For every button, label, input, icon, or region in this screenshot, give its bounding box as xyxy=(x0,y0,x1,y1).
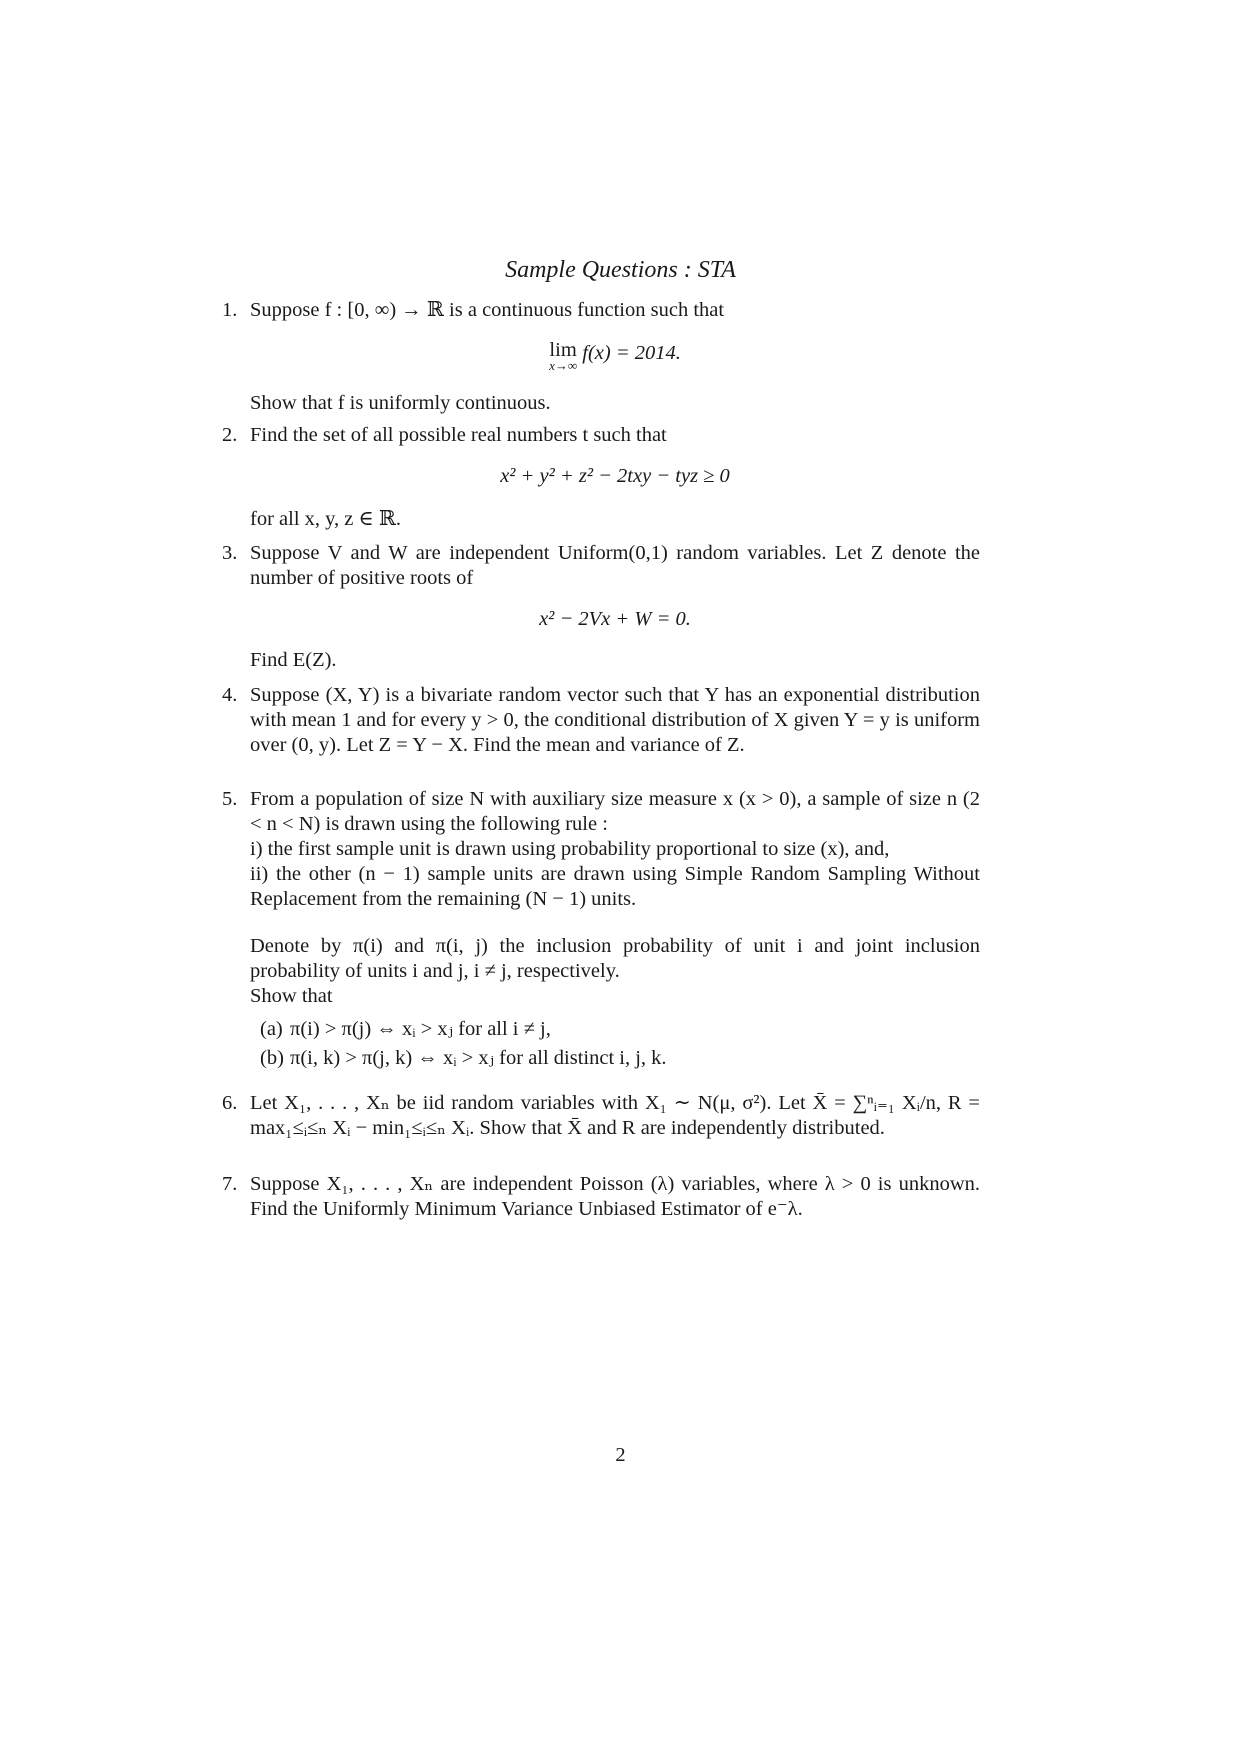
question-text: for all x, y, z ∈ ℝ. xyxy=(250,508,401,530)
question-3 xyxy=(222,541,980,673)
limit-expression: f(x) = 2014. xyxy=(582,342,681,364)
question-text: Suppose f : [0, ∞) → ℝ is a continuous function such that xyxy=(250,299,725,321)
subpart-text: π(i) > π(j) ⇔ xᵢ > xⱼ for all i ≠ j, xyxy=(290,1018,551,1040)
question-text: Show that f is uniformly continuous. xyxy=(250,392,551,414)
question-number: 1. xyxy=(222,299,238,321)
subpart-text: π(i, k) > π(j, k) ⇔ xᵢ > xⱼ for all distinct i, j, k. xyxy=(290,1047,667,1069)
display-equation: x² + y² + z² − 2txy − tyz ≥ 0 xyxy=(500,465,730,487)
subpart-label: (b) xyxy=(260,1047,284,1069)
question-6 xyxy=(222,1091,980,1141)
question-number: 5. xyxy=(222,788,238,810)
question-text: Find E(Z). xyxy=(250,649,337,671)
question-text: Denote by π(i) and π(i, j) the inclusion probability of unit i and joint inclusion probability of units i and j, i ≠ j, respectively. xyxy=(250,935,980,982)
question-2 xyxy=(222,423,980,532)
question-5 xyxy=(222,787,980,1071)
question-number: 3. xyxy=(222,542,238,564)
page-number: 2 xyxy=(615,1444,626,1466)
question-number: 4. xyxy=(222,684,238,706)
subpart-a xyxy=(250,1017,980,1042)
question-4 xyxy=(222,683,980,758)
question-text: From a population of size N with auxiliary size measure x (x > 0), a sample of size n (2 < n < N) is drawn using the following rule : xyxy=(250,788,980,835)
page-title: Sample Questions : STA xyxy=(505,257,736,283)
question-text: Let X₁, . . . , Xₙ be iid random variables with X₁ ∼ N(μ, σ²). Let X̄ = ∑ⁿᵢ₌₁ Xᵢ/n, R = max₁≤ᵢ≤ₙ Xᵢ − min₁≤ᵢ≤ₙ Xᵢ. Show that X̄ and R are independently distributed. xyxy=(250,1092,980,1139)
subpart-b xyxy=(250,1046,980,1071)
display-equation xyxy=(250,341,980,373)
question-number: 2. xyxy=(222,424,238,446)
rule-i: i) the first sample unit is drawn using probability proportional to size (x), and, xyxy=(250,838,890,860)
question-1 xyxy=(222,298,980,416)
question-number: 7. xyxy=(222,1173,238,1195)
question-number: 6. xyxy=(222,1092,238,1114)
question-text: Suppose (X, Y) is a bivariate random vector such that Y has an exponential distribution with mean 1 and for every y > 0, the conditional distribution of X given Y = y is uniform over (0, y). Let Z = Y − X. Find the mean and variance of Z. xyxy=(250,684,980,756)
question-text: Find the set of all possible real numbers t such that xyxy=(250,424,667,446)
question-7 xyxy=(222,1172,980,1222)
question-text: Show that xyxy=(250,985,333,1007)
lim-subscript: x→∞ xyxy=(549,358,578,373)
display-equation: x² − 2Vx + W = 0. xyxy=(539,608,691,630)
limit-operator xyxy=(549,341,577,373)
question-text: Suppose X₁, . . . , Xₙ are independent Poisson (λ) variables, where λ > 0 is unknown. Find the Uniformly Minimum Variance Unbiased Estimator of e⁻λ. xyxy=(250,1173,980,1220)
rule-ii: ii) the other (n − 1) sample units are drawn using Simple Random Sampling Without Replacement from the remaining (N − 1) units. xyxy=(250,863,980,910)
subpart-label: (a) xyxy=(260,1018,283,1040)
lim-text: lim xyxy=(549,339,577,361)
question-text: Suppose V and W are independent Uniform(0,1) random variables. Let Z denote the number of positive roots of xyxy=(250,542,980,589)
